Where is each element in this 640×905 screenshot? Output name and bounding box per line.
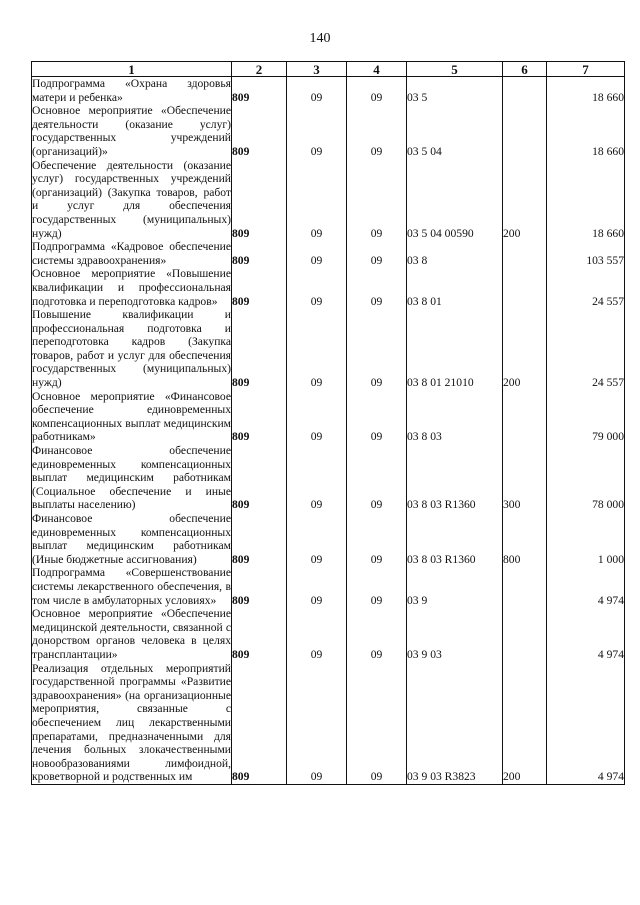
expense-type-code (503, 566, 547, 607)
table-row (32, 159, 625, 241)
section-code: 09 (287, 607, 347, 661)
target-article-code: 03 5 04 (407, 104, 503, 158)
target-article-code: 03 8 (407, 240, 503, 267)
section-code: 09 (287, 512, 347, 566)
ministry-code: 809 (232, 512, 287, 566)
table-row (32, 308, 625, 390)
amount: 78 000 (547, 444, 625, 512)
amount: 24 557 (547, 308, 625, 390)
target-article-code: 03 8 03 R1360 (407, 512, 503, 566)
section-code: 09 (287, 662, 347, 785)
section-code: 09 (287, 390, 347, 444)
subsection-code: 09 (347, 512, 407, 566)
row-name: Основное мероприятие «Обеспечение медицинской деятельности, связанной с донорством органов человека в целях трансплантации» (32, 607, 231, 661)
subsection-code: 09 (347, 77, 407, 105)
header-col-2: 2 (232, 62, 287, 77)
table-row (32, 240, 625, 267)
target-article-code: 03 8 01 21010 (407, 308, 503, 390)
amount: 79 000 (547, 390, 625, 444)
table-row (32, 390, 625, 444)
ministry-code: 809 (232, 566, 287, 607)
row-name: Обеспечение деятельности (оказание услуг) государственных учреждений (организаций) (Закупка товаров, работ и услуг для обеспечения государственных (муниципальных) нужд) (32, 158, 231, 240)
header-col-3: 3 (287, 62, 347, 77)
expense-type-code (503, 607, 547, 661)
subsection-code: 09 (347, 607, 407, 661)
amount: 18 660 (547, 104, 625, 158)
page-number: 140 (309, 31, 331, 46)
amount: 4 974 (547, 607, 625, 661)
amount: 4 974 (547, 662, 625, 785)
amount: 4 974 (547, 566, 625, 607)
expense-type-code: 800 (503, 512, 547, 566)
section-code: 09 (287, 240, 347, 267)
section-code: 09 (287, 444, 347, 512)
expense-type-code (503, 390, 547, 444)
ministry-code: 809 (232, 77, 287, 105)
table-row (32, 104, 625, 158)
ministry-code: 809 (232, 308, 287, 390)
subsection-code: 09 (347, 390, 407, 444)
subsection-code: 09 (347, 159, 407, 241)
amount: 18 660 (547, 159, 625, 241)
subsection-code: 09 (347, 104, 407, 158)
table-row (32, 607, 625, 661)
row-name: Подпрограмма «Совершенствование системы лекарственного обеспечения, в том числе в амбулаторных условиях» (32, 566, 231, 607)
ministry-code: 809 (232, 444, 287, 512)
target-article-code: 03 8 03 (407, 390, 503, 444)
ministry-code: 809 (232, 240, 287, 267)
section-code: 09 (287, 267, 347, 308)
row-name: Подпрограмма «Кадровое обеспечение системы здравоохранения» (32, 240, 231, 267)
header-col-1: 1 (32, 62, 232, 77)
subsection-code: 09 (347, 566, 407, 607)
row-name: Финансовое обеспечение единовременных компенсационных выплат медицинским работникам (Социальное обеспечение и иные выплаты населению) (32, 444, 231, 512)
row-name: Повышение квалификации и профессиональная подготовка и переподготовка кадров (Закупка товаров, работ и услуг для обеспечения государственных (муниципальных) нужд) (32, 308, 231, 390)
section-code: 09 (287, 566, 347, 607)
subsection-code: 09 (347, 662, 407, 785)
expense-type-code (503, 240, 547, 267)
table-row (32, 444, 625, 512)
row-name: Финансовое обеспечение единовременных компенсационных выплат медицинским работникам (Иные бюджетные ассигнования) (32, 512, 231, 566)
subsection-code: 09 (347, 240, 407, 267)
table-row (32, 662, 625, 785)
expense-type-code: 200 (503, 662, 547, 785)
ministry-code: 809 (232, 159, 287, 241)
expense-type-code: 200 (503, 308, 547, 390)
section-code: 09 (287, 104, 347, 158)
target-article-code: 03 9 (407, 566, 503, 607)
header-row (32, 62, 625, 77)
section-code: 09 (287, 159, 347, 241)
target-article-code: 03 8 03 R1360 (407, 444, 503, 512)
budget-table (31, 61, 625, 785)
amount: 1 000 (547, 512, 625, 566)
row-name: Основное мероприятие «Обеспечение деятельности (оказание услуг) государственных учреждений (организаций)» (32, 104, 231, 158)
table-row (32, 267, 625, 308)
amount: 24 557 (547, 267, 625, 308)
section-code: 09 (287, 308, 347, 390)
header-col-7: 7 (547, 62, 625, 77)
header-col-5: 5 (407, 62, 503, 77)
ministry-code: 809 (232, 662, 287, 785)
row-name: Основное мероприятие «Финансовое обеспечение единовременных компенсационных выплат медицинским работникам» (32, 389, 231, 444)
subsection-code: 09 (347, 444, 407, 512)
target-article-code: 03 5 (407, 77, 503, 105)
target-article-code: 03 9 03 (407, 607, 503, 661)
table-row (32, 512, 625, 566)
expense-type-code: 300 (503, 444, 547, 512)
ministry-code: 809 (232, 267, 287, 308)
expense-type-code: 200 (503, 159, 547, 241)
header-col-4: 4 (347, 62, 407, 77)
subsection-code: 09 (347, 267, 407, 308)
row-name: Подпрограмма «Охрана здоровья матери и ребенка» (32, 77, 231, 104)
target-article-code: 03 8 01 (407, 267, 503, 308)
expense-type-code (503, 104, 547, 158)
ministry-code: 809 (232, 104, 287, 158)
expense-type-code (503, 267, 547, 308)
amount: 18 660 (547, 77, 625, 105)
row-name: Основное мероприятие «Повышение квалификации и профессиональная подготовка и переподготовка кадров» (32, 267, 231, 308)
amount: 103 557 (547, 240, 625, 267)
row-name: Реализация отдельных мероприятий государственной программы «Развитие здравоохранения» (на организационные мероприятия, связанные с обеспечением лиц лекарственными препаратами, предназначенными для лечения больных злокачественными новообразованиями лимфоидной, кроветворной и родственных им (32, 661, 231, 784)
target-article-code: 03 5 04 00590 (407, 159, 503, 241)
ministry-code: 809 (232, 607, 287, 661)
section-code: 09 (287, 77, 347, 105)
header-col-6: 6 (503, 62, 547, 77)
subsection-code: 09 (347, 308, 407, 390)
table-row (32, 566, 625, 607)
expense-type-code (503, 77, 547, 105)
ministry-code: 809 (232, 390, 287, 444)
table-row (32, 77, 625, 105)
target-article-code: 03 9 03 R3823 (407, 662, 503, 785)
